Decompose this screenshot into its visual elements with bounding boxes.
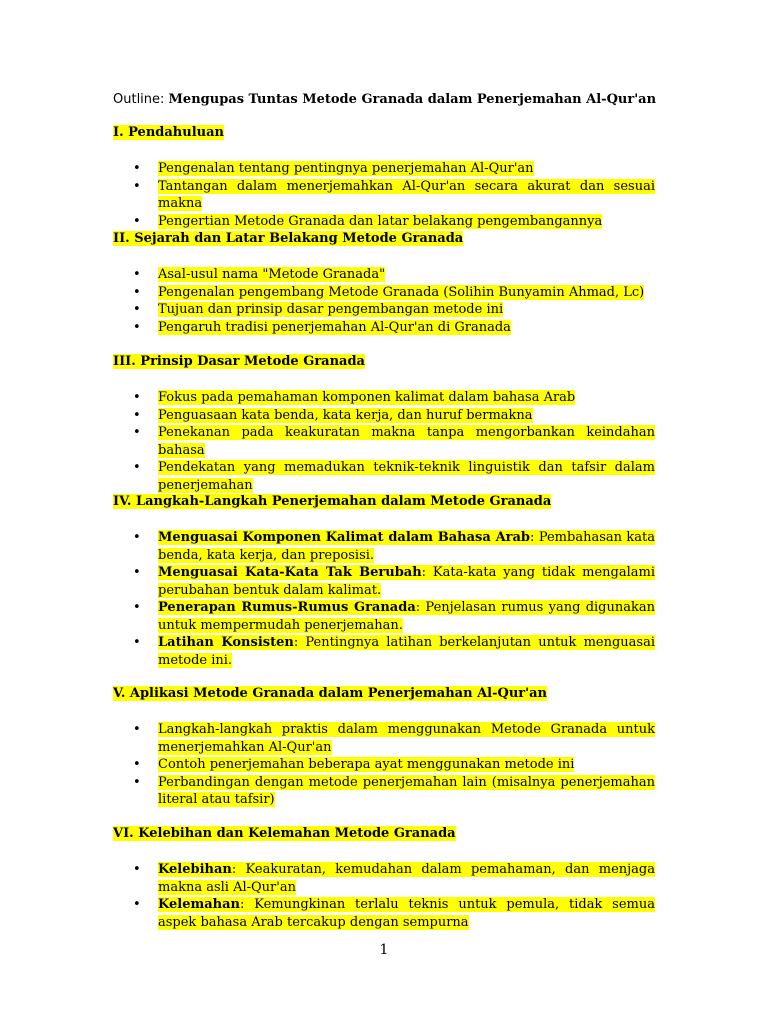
list-item <box>113 721 655 756</box>
bullet-icon: • <box>133 565 141 580</box>
list-item <box>113 389 655 407</box>
list-item <box>113 599 655 634</box>
list-item-text: Fokus pada pemahaman komponen kalimat dalam bahasa Arab <box>158 390 576 405</box>
list-item-text: : Pentingnya latihan berkelanjutan untuk menguasai metode ini. <box>158 635 655 668</box>
section-heading: III. Prinsip Dasar Metode Granada <box>113 354 365 369</box>
list-item-text: : Penjelasan rumus yang digunakan untuk mempermudah penerjemahan. <box>158 600 655 633</box>
list-item-text: Pengenalan pengembang Metode Granada (Solihin Bunyamin Ahmad, Lc) <box>158 284 645 300</box>
bullet-icon: • <box>133 862 141 877</box>
list-item <box>113 564 655 599</box>
bullet-icon: • <box>133 267 141 282</box>
list-item-term: Penerapan Rumus-Rumus Granada <box>158 600 416 615</box>
outline-prefix: Outline: <box>113 92 169 107</box>
list-item <box>113 160 655 178</box>
section-heading: I. Pendahuluan <box>113 125 224 140</box>
list-item-text: : Kata-kata yang tidak mengalami perubahan bentuk dalam kalimat. <box>158 565 655 598</box>
bullet-icon: • <box>133 774 141 790</box>
section-4 <box>113 493 656 668</box>
list-item <box>113 896 655 931</box>
section-heading: VI. Kelebihan dan Kelemahan Metode Granada <box>113 826 456 841</box>
list-item-text: : Pembahasan kata benda, kata kerja, dan preposisi. <box>158 530 656 563</box>
list-item <box>113 284 655 302</box>
list-item <box>113 424 655 459</box>
section-3 <box>113 353 655 493</box>
list-item-term: Menguasai Komponen Kalimat dalam Bahasa Arab <box>158 530 531 545</box>
bullet-icon: • <box>133 530 141 545</box>
bullet-list <box>113 389 655 494</box>
bullet-icon: • <box>133 390 141 405</box>
list-item <box>113 756 655 774</box>
bullet-icon: • <box>133 722 141 737</box>
list-item-term: Kelebihan <box>158 862 232 877</box>
bullet-list <box>113 861 655 931</box>
list-item-text: Pendekatan yang memadukan teknik-teknik linguistik dan tafsir dalam penerjemahan <box>158 460 655 493</box>
bullet-icon: • <box>133 460 141 475</box>
list-item <box>113 319 655 337</box>
outline-title-line <box>113 91 673 109</box>
list-item <box>113 774 655 809</box>
list-item-term: Kelemahan <box>158 897 240 912</box>
bullet-icon: • <box>133 319 141 335</box>
list-item-text: Penguasaan kata benda, kata kerja, dan huruf bermakna <box>158 407 533 423</box>
list-item <box>113 266 655 284</box>
list-item-term: Menguasai Kata-Kata Tak Berubah <box>158 565 422 580</box>
bullet-icon: • <box>133 302 141 317</box>
bullet-list <box>113 529 655 669</box>
bullet-icon: • <box>133 635 141 650</box>
outline-title: Mengupas Tuntas Metode Granada dalam Penerjemahan Al-Qur'an <box>168 92 657 107</box>
bullet-list <box>113 721 655 809</box>
bullet-icon: • <box>133 425 141 440</box>
list-item-text: Pengenalan tentang pentingnya penerjemahan Al-Qur'an <box>158 161 534 176</box>
section-heading: II. Sejarah dan Latar Belakang Metode Granada <box>113 231 464 246</box>
list-item <box>113 529 655 564</box>
list-item <box>113 301 655 319</box>
section-heading: V. Aplikasi Metode Granada dalam Penerjemahan Al-Qur'an <box>113 686 547 701</box>
bullet-icon: • <box>133 757 141 772</box>
list-item <box>113 213 655 231</box>
list-item-text: : Keakuratan, kemudahan dalam pemahaman, dan menjaga makna asli Al-Qur'an <box>158 862 655 895</box>
section-1 <box>113 124 655 229</box>
list-item-text: Tantangan dalam menerjemahkan Al-Qur'an secara akurat dan sesuai makna <box>158 178 655 211</box>
list-item-text: Contoh penerjemahan beberapa ayat menggunakan metode ini <box>158 757 575 772</box>
list-item-text: Perbandingan dengan metode penerjemahan lain (misalnya penerjemahan literal atau tafsir) <box>158 774 655 807</box>
bullet-icon: • <box>133 600 141 615</box>
list-item <box>113 459 655 494</box>
list-item-text: Pengaruh tradisi penerjemahan Al-Qur'an di Granada <box>158 319 511 335</box>
list-item-text: Penekanan pada keakuratan makna tanpa mengorbankan keindahan bahasa <box>158 425 655 458</box>
list-item-text: : Kemungkinan terlalu teknis untuk pemula, tidak semua aspek bahasa Arab tercakup dengan sempurna <box>158 897 655 930</box>
list-item-term: Latihan Konsisten <box>158 635 294 650</box>
list-item-text: Tujuan dan prinsip dasar pengembangan metode ini <box>158 302 504 317</box>
list-item-text: Pengertian Metode Granada dan latar belakang pengembangannya <box>158 213 603 229</box>
list-item <box>113 407 655 425</box>
section-2 <box>113 230 655 335</box>
list-item <box>113 634 655 669</box>
section-6 <box>113 825 655 930</box>
list-item-text: Langkah-langkah praktis dalam menggunakan Metode Granada untuk menerjemahkan Al-Qur'an <box>158 722 655 755</box>
page-number: 1 <box>379 942 389 958</box>
bullet-icon: • <box>133 161 141 176</box>
bullet-icon: • <box>133 897 141 912</box>
bullet-icon: • <box>133 407 141 423</box>
bullet-icon: • <box>133 178 141 194</box>
bullet-list <box>113 160 655 230</box>
section-5 <box>113 685 655 807</box>
list-item <box>113 861 655 896</box>
bullet-list <box>113 266 655 336</box>
bullet-icon: • <box>133 284 141 300</box>
bullet-icon: • <box>133 213 141 229</box>
list-item-text: Asal-usul nama "Metode Granada" <box>158 267 386 282</box>
list-item <box>113 178 655 213</box>
section-heading: IV. Langkah-Langkah Penerjemahan dalam Metode Granada <box>113 494 552 509</box>
